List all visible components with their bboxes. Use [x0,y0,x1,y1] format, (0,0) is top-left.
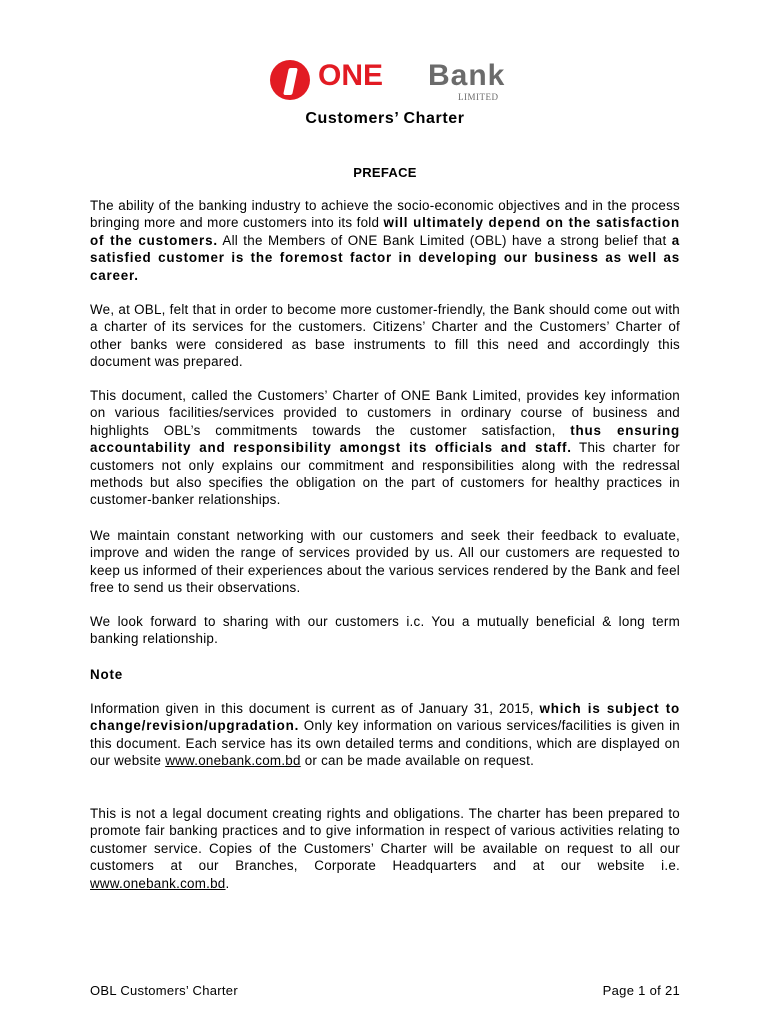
preface-paragraph-1 [90,197,680,284]
one-bank-logo-mark-icon [270,60,310,100]
logo-bank-text: Bank [428,59,506,92]
p7-text-a: This is not a legal document creating rights and obligations. The charter has been prepared to promote fair banking practices and to give information in respect of various activities relating to customer service. Copies of the Customers’ Charter will be available on request to all our customers at our Branches, Corporate Headquarters and at our website i.e. [90,806,680,874]
document-title: Customers’ Charter [305,110,465,127]
p6-text-a: Information given in this document is current as of January 31, 2015, [90,701,540,716]
preface-paragraph-4: We maintain constant networking with our customers and seek their feedback to evaluate, improve and widen the range of services provided by us. All our customers are requested to keep us informed of their experiences about the various services rendered by the Bank and feel free to send us their observations. [90,528,680,596]
p1-text-a: The ability of the banking industry to achieve the socio-economic objectives and in the process bringing more and more customers into its fold [90,198,680,231]
footer-page-number: Page 1 of 21 [602,983,680,998]
p6-text-c: Only key information on various services/facilities is given in this document. Each service has its own detailed terms and conditions, which are displayed on our website [90,718,680,769]
footer-document-name: OBL Customers’ Charter [90,983,238,998]
website-link-2[interactable]: www.onebank.com.bd [90,875,226,891]
p6-text-d: or can be made available on request. [300,753,535,769]
note-heading: Note [90,667,123,682]
p3-bold-b: thus ensuring accountability and responsibility amongst its officials and staff. [90,422,680,456]
preface-heading: PREFACE [353,165,417,180]
one-bank-logo [270,56,510,108]
note-paragraph-1 [90,700,680,770]
website-link[interactable]: www.onebank.com.bd [165,753,301,769]
p1-bold-b: will ultimately depend on the satisfaction of the customers. [90,215,680,248]
logo-one-text: ONE [318,59,384,92]
preface-paragraph-2: We, at OBL, felt that in order to become more customer-friendly, the Bank should come out with a charter of its services for the customers. Citizens’ Charter and the Customers’ Charter of other banks were considered as base instruments to fill this need and accordingly this document was prepared. [90,302,680,370]
p7-text-b: . [225,875,230,891]
p3-text-c: This charter for customers not only explains our commitment and responsibilities along with the redressal methods but also specifies the obligation on the part of customers for healthy practices in customer-banker relationships. [90,440,680,508]
note-paragraph-2 [90,805,680,892]
p6-bold-b: which is subject to change/revision/upgradation. [90,701,680,734]
p3-text-a: This document, called the Customers’ Charter of ONE Bank Limited, provides key information on various facilities/services provided to customers in ordinary course of business and highlights OBL’s commitments towards the customer satisfaction, [90,388,680,438]
p1-text-c: All the Members of ONE Bank Limited (OBL) have a strong belief that [217,232,672,248]
p1-bold-d: a satisfied customer is the foremost factor in developing our business as well as career. [90,232,680,283]
preface-paragraph-5: We look forward to sharing with our customers i.c. You a mutually beneficial & long term banking relationship. [90,614,680,647]
logo-limited-text: LIMITED [458,92,499,102]
preface-paragraph-3 [90,387,680,509]
